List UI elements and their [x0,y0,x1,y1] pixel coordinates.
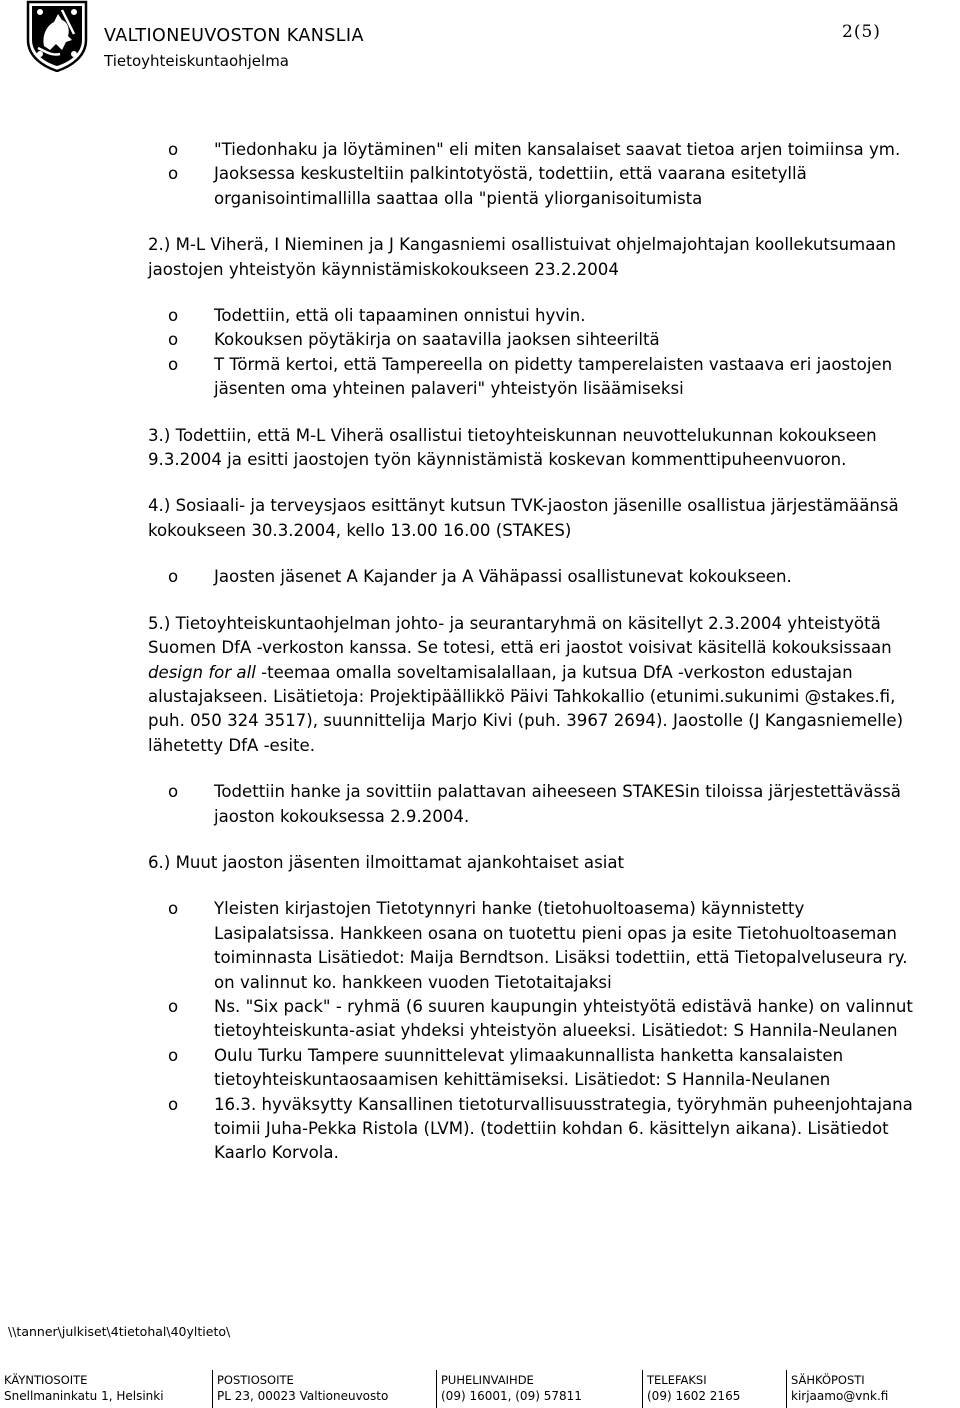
file-path: \\tanner\julkiset\4tietohal\40yltieto\ [8,1324,231,1339]
page-number: 2(5) [842,22,881,42]
footer-fax: TELEFAKSI (09) 1602 2165 [642,1370,786,1408]
paragraph-6: 6.) Muut jaoston jäsenten ilmoittamat ajankohtaiset asiat [148,852,625,872]
coat-of-arms-logo [22,0,92,72]
organization-name: VALTIONEUVOSTON KANSLIA [104,26,364,46]
paragraph-4: 4.) Sosiaali- ja terveysjaos esittänyt kutsun TVK-jaoston jäsenille osallistua järjestämäänsä kokoukseen 30.3.2004, kello 13.00 16.00 (STAKES) [148,496,899,540]
bullet-item: o Jaoksessa keskusteltiin palkintotyöstä, todettiin, että vaarana esitetyllä organisointimallilla saattaa olla "pientä yliorganisoitumista [168,164,807,208]
bullet-item: o Todettiin, että oli tapaaminen onnistui hyvin. [168,306,586,326]
document-body [148,138,928,1166]
footer-email: SÄHKÖPOSTI kirjaamo@vnk.fi [786,1370,960,1408]
program-name: Tietoyhteiskuntaohjelma [104,52,289,70]
bullet-item: o T Törmä kertoi, että Tampereella on pidetty tamperelaisten vastaava eri jaostojen jäsenten oma yhteinen palaveri" yhteistyön lisäämiseksi [168,354,893,399]
bullet-item: o 16.3. hyväksytty Kansallinen tietoturvallisuusstrategia, työryhmän puheenjohtajana toimii Juha-Pekka Ristola (LVM). (todettiin kohdan 6. käsittelyn aikana). Lisätiedot Kaarlo Korvola. [168,1094,913,1163]
bullet-item: o Yleisten kirjastojen Tietotynnyri hanke (tietohuoltoasema) käynnistetty Lasipalatsissa. Hankkeen osana on tuotettu pieni opas ja esite Tietohuoltoaseman toiminnasta Lisätiedot: Maija Berndtson. Lisäksi todettiin, että Tietopalveluseura ry. on valinnut ko. hankkeen vuoden Tietotaitajaksi [168,899,908,992]
paragraph-2: 2.) M-L Viherä, I Nieminen ja J Kangasniemi osallistuivat ohjelmajohtajan koollekutsumaan jaostojen yhteistyön käynnistämiskokoukseen 23.2.2004 [148,235,897,279]
paragraph-5: 5.) Tietoyhteiskuntaohjelman johto- ja seurantaryhmä on käsitellyt 2.3.2004 yhteistyötä Suomen DfA -verkoston kanssa. Se totesi, että eri jaostot voisivat käsitellä kokouksissaan design for all -teemaa omalla soveltamisalallaan, ja kutsua DfA -verkoston edustajan alustajakseen. Lisätietoja: Projektipäällikkö Päivi Tahkokallio (etunimi.sukunimi @stakes.fi, puh. 050 324 3517), suunnittelija Marjo Kivi (puh. 3967 2694). Jaostolle (J Kangasniemelle) lähetetty DfA -esite. [148,613,904,755]
footer-visit-address: KÄYNTIOSOITE Snellmaninkatu 1, Helsinki [4,1373,164,1403]
footer-phone: PUHELINVAIHDE (09) 16001, (09) 57811 [436,1370,642,1408]
bullet-item: o Jaosten jäsenet A Kajander ja A Vähäpassi osallistunevat kokoukseen. [168,567,792,587]
paragraph-3: 3.) Todettiin, että M-L Viherä osallistui tietoyhteiskunnan neuvottelukunnan kokoukseen 9.3.2004 ja esitti jaostojen työn käynnistämistä koskevan kommenttipuheenvuoron. [148,425,877,470]
bullet-item: o Todettiin hanke ja sovittiin palattavan aiheeseen STAKESin tiloissa järjestettävässä jaoston kokouksessa 2.9.2004. [168,782,901,826]
footer [0,1370,960,1408]
footer-postal-address: POSTIOSOITE PL 23, 00023 Valtioneuvosto [212,1370,436,1408]
bullet-item: o Oulu Turku Tampere suunnittelevat ylimaakunnallista hanketta kansalaisten tietoyhteiskuntaosaamisen kehittämiseksi. Lisätiedot: S Hannila-Neulanen [168,1045,844,1090]
bullet-item: o Kokouksen pöytäkirja on saatavilla jaoksen sihteeriltä [168,330,660,350]
bullet-item: o "Tiedonhaku ja löytäminen" eli miten kansalaiset saavat tietoa arjen toimiinsa ym. [168,140,901,159]
design-for-all-term: design for all [148,662,256,682]
bullet-item: o Ns. "Six pack" - ryhmä (6 suuren kaupungin yhteistyötä edistävä hanke) on valinnut tietoyhteiskunta-asiat yhdeksi yhteistyön alueeksi. Lisätiedot: S Hannila-Neulanen [168,996,913,1041]
